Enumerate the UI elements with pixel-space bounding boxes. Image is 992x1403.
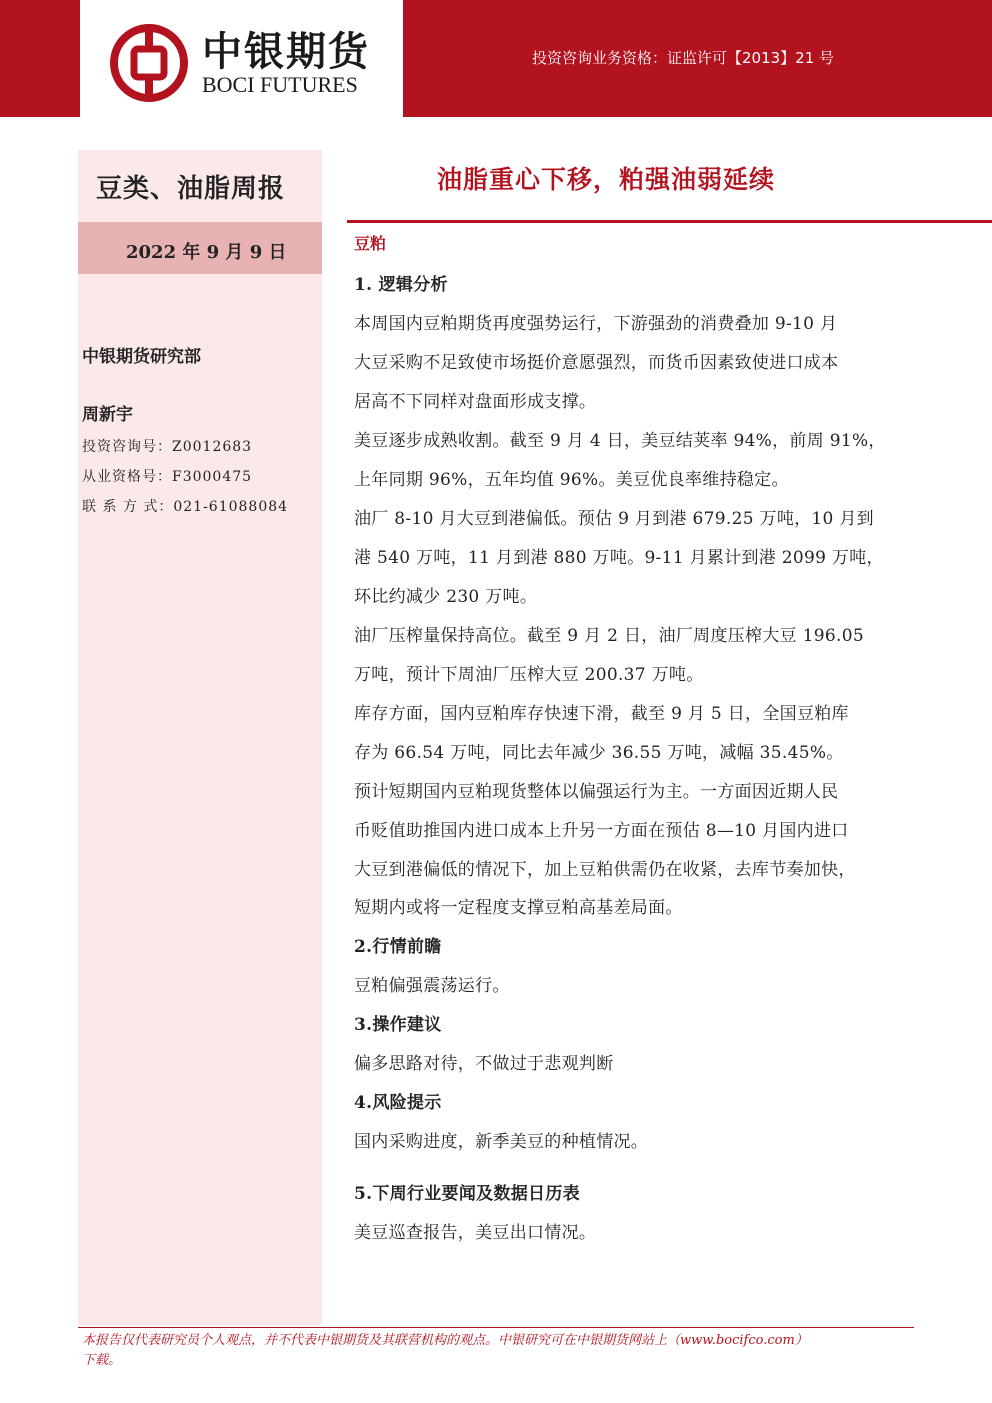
risk-text: 国内采购进度，新季美豆的种植情况。 (354, 1132, 649, 1152)
boc-coin-logo-icon (110, 24, 188, 102)
section-tag: 豆粕 (354, 234, 387, 253)
disclaimer-line-1: 本报告仅代表研究员个人观点，并不代表中银期货及其联营机构的观点。中银研究可在中银期货网站上（www.bocifco.com） (82, 1333, 808, 1348)
paragraph-line: 油厂压榨量保持高位。截至 9 月 2 日，油厂周度压榨大豆 196.05 (354, 626, 864, 646)
paragraph-line: 币贬值助推国内进口成本上升另一方面在预估 8—10 月国内进口 (354, 821, 849, 841)
report-title: 豆类、油脂周报 (96, 174, 286, 204)
strategy-text: 偏多思路对待，不做过于悲观判断 (354, 1054, 614, 1074)
qualification-number: 从业资格号：F3000475 (82, 469, 253, 485)
author-name: 周新宇 (82, 405, 133, 425)
logo-text-en: BOCI FUTURES (202, 72, 358, 97)
outlook-text: 豆粕偏强震荡运行。 (354, 976, 510, 996)
paragraph-line: 短期内或将一定程度支撑豆粕高基差局面。 (354, 898, 683, 918)
heading-calendar: 5.下周行业要闻及数据日历表 (354, 1184, 580, 1204)
heading-risk: 4.风险提示 (354, 1093, 442, 1113)
paragraph-line: 美豆逐步成熟收割。截至 9 月 4 日，美豆结荚率 94%，前周 91%， (354, 431, 886, 451)
heading-strategy: 3.操作建议 (354, 1015, 442, 1035)
headline: 油脂重心下移，粕强油弱延续 (437, 165, 776, 194)
report-date: 2022 年 9 月 9 日 (126, 242, 287, 263)
paragraph-line: 港 540 万吨，11 月到港 880 万吨。9-11 月累计到港 2099 万吨， (354, 548, 884, 568)
paragraph-line: 存为 66.54 万吨，同比去年减少 36.55 万吨，减幅 35.45%。 (354, 743, 844, 763)
footer-divider (78, 1327, 914, 1328)
logo-text-cn: 中银期货 (202, 29, 370, 75)
paragraph-line: 上年同期 96%，五年均值 96%。美豆优良率维持稳定。 (354, 470, 789, 490)
paragraph-line: 大豆到港偏低的情况下，加上豆粕供需仍在收紧，去库节奏加快， (354, 860, 856, 880)
paragraph-line: 环比约减少 230 万吨。 (354, 587, 538, 607)
paragraph-line: 万吨，预计下周油厂压榨大豆 200.37 万吨。 (354, 665, 704, 685)
company-logo (110, 18, 380, 108)
heading-outlook: 2.行情前瞻 (354, 937, 442, 957)
department: 中银期货研究部 (82, 347, 201, 367)
disclaimer-line-2: 下载。 (82, 1353, 122, 1368)
heading-logic-analysis: 1. 逻辑分析 (354, 275, 448, 295)
paragraph-line: 预计短期国内豆粕现货整体以偏强运行为主。一方面因近期人民 (354, 782, 839, 802)
disclaimer (82, 1331, 912, 1371)
headline-divider (347, 220, 992, 223)
paragraph-line: 库存方面，国内豆粕库存快速下滑，截至 9 月 5 日，全国豆粕库 (354, 704, 849, 724)
paragraph-line: 居高不下同样对盘面形成支撑。 (354, 392, 597, 412)
contact-info: 联 系 方 式：021-61088084 (82, 499, 289, 515)
license-info: 投资咨询业务资格：证监许可【2013】21 号 (532, 49, 835, 67)
paragraph-line: 本周国内豆粕期货再度强势运行，下游强劲的消费叠加 9-10 月 (354, 314, 838, 334)
header-band-left (0, 0, 80, 117)
paragraph-line: 油厂 8-10 月大豆到港偏低。预估 9 月到港 679.25 万吨，10 月到 (354, 509, 874, 529)
consult-number: 投资咨询号：Z0012683 (82, 439, 253, 455)
paragraph-line: 大豆采购不足致使市场挺价意愿强烈，而货币因素致使进口成本 (354, 353, 839, 373)
sidebar (78, 150, 322, 1325)
calendar-text: 美豆巡查报告，美豆出口情况。 (354, 1223, 597, 1243)
